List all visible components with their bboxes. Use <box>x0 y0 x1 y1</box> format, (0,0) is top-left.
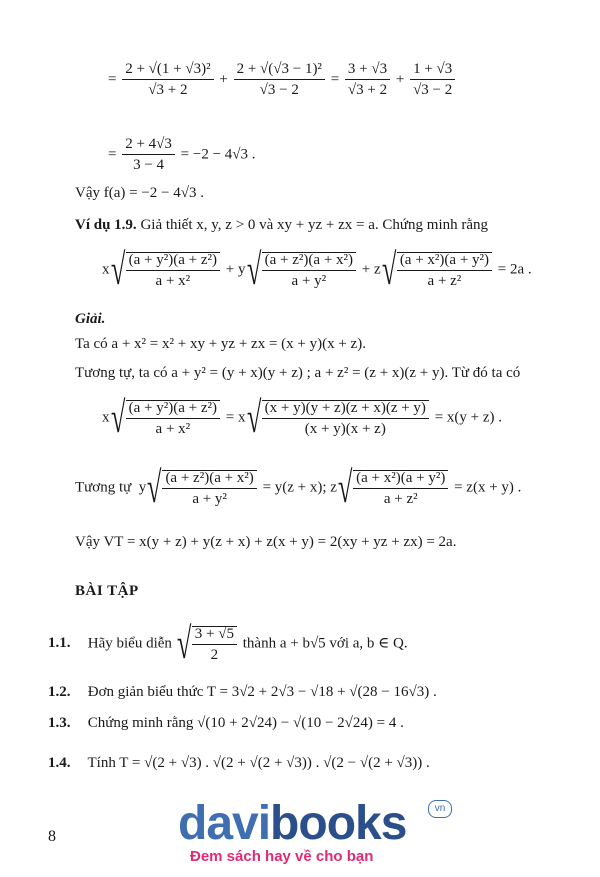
exercise-number: 1.4. <box>48 755 71 771</box>
solution-frac-2: $\frac{(x + y)(y + z)(z + x)(z + y)}{(x + y)(x + z)}$ <box>262 400 429 437</box>
example-text: Giả thiết x, y, z > 0 và xy + yz + zx = a. Chứng minh rằng <box>140 217 489 233</box>
solution-frac-1: $\frac{\text{(a + y²)(a + z²)}}{\text{a + x²}}$ <box>126 400 220 437</box>
exercise-number: 1.1. <box>48 635 71 652</box>
identity-equation: x√ $\frac{\text{(a + y²)(a + z²)}}{\text{a + x²}}$ + y√ $\frac{\text{(a + z²)(a + x²)}}{\text{a + y²}}$ + z√ $\frac{\text{(a + x²)(a + y²)}}{\text{a + z²}}$ = 2a . <box>102 245 532 294</box>
example-label: Ví dụ 1.9. <box>75 217 137 233</box>
identity-frac-2: $\frac{\text{(a + z²)(a + x²)}}{\text{a + y²}}$ <box>262 252 356 289</box>
exercise-number: 1.3. <box>48 715 71 731</box>
solution-line-1: Ta có a + x² = x² + xy + yz + zx = (x + y)(x + z). <box>75 336 366 352</box>
equation-line-2: = $\frac{2 + 4√3}{3 - 4}$ = −2 − 4√3 . <box>108 136 256 173</box>
exercise-number: 1.2. <box>48 684 71 700</box>
logo-vn-badge: vn <box>428 800 452 818</box>
solution-line-3: x√ $\frac{\text{(a + y²)(a + z²)}}{\text{a + x²}}$ = x√ $\frac{(x + y)(y + z)(z + x)(z + y)}{(x + y)(x + z)}$ = x(y + z) . <box>102 393 503 442</box>
conclusion-line: Vậy f(a) = −2 − 4√3 . <box>75 185 204 201</box>
solution-frac-4: $\frac{\text{(a + x²)(a + y²)}}{\text{a + z²}}$ <box>353 470 448 507</box>
fraction-5: $\frac{2 + 4√3}{3 - 4}$ <box>122 137 175 173</box>
solution-label: Giải. <box>75 311 106 327</box>
exercise-1-4: 1.4. Tính T = √(2 + √3) . √(2 + √(2 + √3)) . √(2 − √(2 + √3)) . <box>48 755 430 771</box>
exercise-1-3: 1.3. Chứng minh rằng √(10 + 2√24) − √(10 − 2√24) = 4 . <box>48 715 404 731</box>
fraction-3: $\frac{3 + √3}{√3 + 2}$ <box>345 62 390 98</box>
fraction-2: $\frac{\text{2 + √(√3 − 1)²}}{√3 - 2}$ <box>234 62 325 98</box>
equation-line-1: = $\frac{\text{2 + √(1 + √3)²}}{√3 + 2}$ + $\frac{\text{2 + √(√3 − 1)²}}{√3 - 2}$ = $\frac{3 + √3}{√3 + 2}$ + $\frac{1 + √3}{√3 - 2}$ <box>108 62 457 98</box>
exercise-1-2: 1.2. Đơn giản biểu thức T = 3√2 + 2√3 − √18 + √(28 − 16√3) . <box>48 684 437 700</box>
example-heading <box>75 218 488 233</box>
equals: = <box>108 71 117 88</box>
identity-frac-3: $\frac{\text{(a + x²)(a + y²)}}{\text{a + z²}}$ <box>397 252 492 289</box>
identity-frac-1: $\frac{\text{(a + y²)(a + z²)}}{\text{a + x²}}$ <box>126 252 220 289</box>
page-number: 8 <box>48 828 56 845</box>
exercise-1-1: 1.1. Hãy biểu diễn √ $\frac{3 + √5}{2}$ thành a + b√5 với a, b ∈ Q. <box>48 619 408 668</box>
solution-line-5: Vậy VT = x(y + z) + y(z + x) + z(x + y) = 2(xy + yz + zx) = 2a. <box>75 534 457 550</box>
exercise-fraction: $\frac{3 + √5}{2}$ <box>192 626 237 663</box>
solution-frac-3: $\frac{\text{(a + z²)(a + x²)}}{\text{a + y²}}$ <box>162 470 256 507</box>
exercises-heading: BÀI TẬP <box>75 583 139 599</box>
logo-wordmark: davibooks <box>178 797 407 850</box>
solution-line-2: Tương tự, ta có a + y² = (y + x)(y + z) ; a + z² = (z + x)(z + y). Từ đó ta có <box>75 365 521 381</box>
logo-slogan: Đem sách hay về cho bạn <box>190 848 374 865</box>
davibooks-logo <box>178 797 468 870</box>
fraction-4: $\frac{1 + √3}{√3 - 2}$ <box>410 62 455 98</box>
fraction-1: $\frac{\text{2 + √(1 + √3)²}}{√3 + 2}$ <box>122 62 213 98</box>
solution-line-4: Tương tự y√ $\frac{\text{(a + z²)(a + x²)}}{\text{a + y²}}$ = y(z + x); z√ $\frac{\text{(a + x²)(a + y²)}}{\text{a + z²}}$ = z(x + y) . <box>75 463 522 512</box>
